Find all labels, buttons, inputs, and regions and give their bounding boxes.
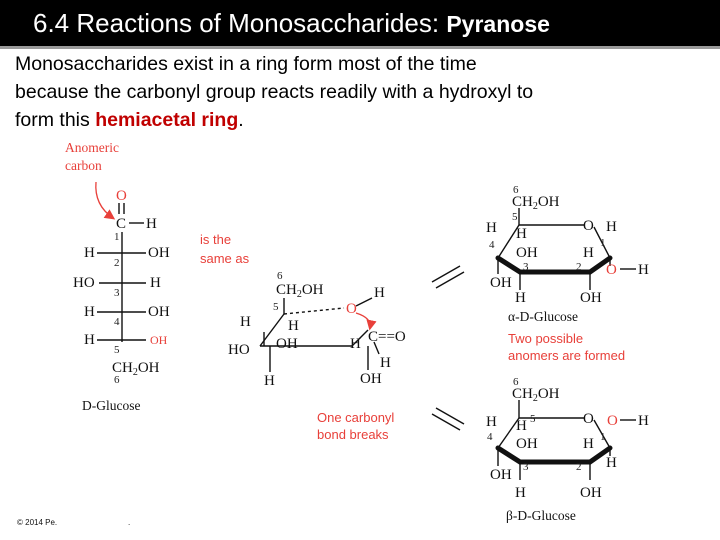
open-chain-haworth	[228, 270, 406, 389]
one-carbonyl-label-line1: One carbonyl	[317, 410, 395, 425]
alpha-num-4: 4	[489, 239, 495, 251]
alpha-glucose-haworth	[486, 184, 649, 324]
alpha-c2-h: H	[583, 245, 594, 261]
fischer-c2-h: H	[84, 245, 95, 261]
anomeric-label-line1: Anomeric	[65, 140, 119, 155]
alpha-c1-h: H	[606, 219, 617, 235]
fischer-c3-ho: HO	[73, 275, 95, 291]
one-carbonyl-label-line2: bond breaks	[317, 427, 389, 442]
beta-c1-h: H	[606, 455, 617, 471]
beta-c3-h: H	[515, 485, 526, 501]
beta-num-5: 5	[530, 413, 536, 425]
beta-glucose-haworth	[486, 376, 649, 523]
fischer-num-3: 3	[114, 287, 120, 299]
alpha-glucose-label: α-D-Glucose	[508, 309, 579, 324]
alpha-num-5: 5	[512, 211, 518, 223]
fischer-num-4: 4	[114, 316, 120, 328]
beta-num-6: 6	[513, 376, 519, 388]
fischer-c4-oh: OH	[148, 304, 170, 320]
alpha-c4-oh: OH	[490, 275, 512, 291]
two-possible-label-line1: Two possible	[508, 331, 584, 346]
middle-c2-h: H	[350, 336, 361, 352]
beta-c4-oh: OH	[490, 467, 512, 483]
alpha-c1-oh-h: H	[638, 262, 649, 278]
middle-c3-oh: OH	[276, 336, 298, 352]
fischer-c4-h: H	[84, 304, 95, 320]
beta-num-3: 3	[523, 461, 529, 473]
middle-c1-h: H	[380, 355, 391, 371]
beta-ring-o: O	[583, 411, 594, 427]
alpha-c4-h: H	[486, 220, 497, 236]
footer-dot: .	[128, 518, 131, 527]
middle-ho: HO	[228, 342, 250, 358]
fischer-num-2: 2	[114, 257, 120, 269]
beta-c4-h: H	[486, 414, 497, 430]
fischer-c1-carbon: C	[116, 216, 127, 232]
alpha-c3-oh: OH	[516, 245, 538, 261]
beta-c2-h: H	[583, 436, 594, 452]
middle-oh-h-bond	[356, 298, 372, 306]
fischer-c2-oh: OH	[148, 245, 170, 261]
equilibrium-arrow-top	[432, 266, 464, 288]
alpha-c5-h: H	[516, 226, 527, 242]
middle-num-5: 5	[273, 301, 279, 313]
body-line-2: because the carbonyl group reacts readily with a hydroxyl to	[15, 81, 534, 103]
beta-num-1: 1	[600, 431, 606, 443]
middle-o5: O	[346, 301, 357, 317]
middle-c4-h: H	[240, 314, 251, 330]
fischer-num-1: 1	[114, 231, 120, 243]
middle-c1-co: C==O	[368, 329, 406, 345]
hemiacetal-ring-highlight: hemiacetal ring	[95, 109, 239, 131]
middle-c3-h: H	[288, 318, 299, 334]
alpha-num-1: 1	[600, 237, 606, 249]
is-same-label-line1: is the	[200, 232, 232, 247]
beta-c3-oh: OH	[516, 436, 538, 452]
beta-c2-oh: OH	[580, 485, 602, 501]
middle-num-6: 6	[277, 270, 283, 282]
beta-c1-oh-h: H	[638, 413, 649, 429]
fischer-c1-h: H	[146, 216, 157, 232]
footer-copyright: © 2014 Pe.	[17, 518, 58, 527]
anomeric-arrow	[96, 182, 113, 218]
fischer-c1-oxygen: O	[116, 188, 127, 204]
alpha-ring-o: O	[583, 218, 594, 234]
beta-c5-h: H	[516, 418, 527, 434]
is-same-label-line2: same as	[200, 251, 250, 266]
title-main: 6.4 Reactions of Monosaccharides:	[33, 8, 447, 38]
alpha-c2-oh: OH	[580, 290, 602, 306]
beta-num-4: 4	[487, 431, 493, 443]
beta-glucose-label: β-D-Glucose	[506, 508, 576, 523]
equilibrium-arrow-bottom	[432, 408, 464, 430]
d-glucose-label: D-Glucose	[82, 398, 141, 413]
alpha-num-3: 3	[523, 261, 529, 273]
fischer-num-5: 5	[114, 344, 120, 356]
alpha-num-6: 6	[513, 184, 519, 196]
fischer-c3-h: H	[150, 275, 161, 291]
alpha-c1-oh: O	[606, 262, 617, 278]
fischer-c5-oh: OH	[150, 333, 168, 347]
beta-ch2oh: $CH_2OH$	[512, 386, 560, 404]
alpha-num-2: 2	[576, 261, 582, 273]
beta-c1-oh: O	[607, 413, 618, 429]
body-line-1: Monosaccharides exist in a ring form most of the time	[15, 53, 477, 75]
body-line-3-prefix: form this	[15, 109, 96, 131]
two-possible-label-line2: anomers are formed	[508, 348, 626, 363]
middle-ch2oh: $CH_2OH$	[276, 282, 324, 300]
middle-c5-o-dashed	[284, 308, 344, 314]
middle-c4-down-h: H	[264, 373, 275, 389]
beta-num-2: 2	[576, 461, 582, 473]
fischer-projection	[65, 140, 170, 413]
middle-attack-arrow	[356, 313, 370, 328]
middle-c2-oh: OH	[360, 371, 382, 387]
title-emphasis: Pyranose	[446, 11, 550, 37]
alpha-c3-h: H	[515, 290, 526, 306]
anomeric-label-line2: carbon	[65, 158, 102, 173]
body-line-3-suffix: .	[238, 109, 244, 131]
middle-o5-h: H	[374, 285, 385, 301]
alpha-ch2oh: $CH_2OH$	[512, 194, 560, 212]
fischer-c6-ch2oh: $CH_2OH$	[112, 360, 160, 378]
fischer-num-6: 6	[114, 374, 120, 386]
fischer-c5-h: H	[84, 332, 95, 348]
